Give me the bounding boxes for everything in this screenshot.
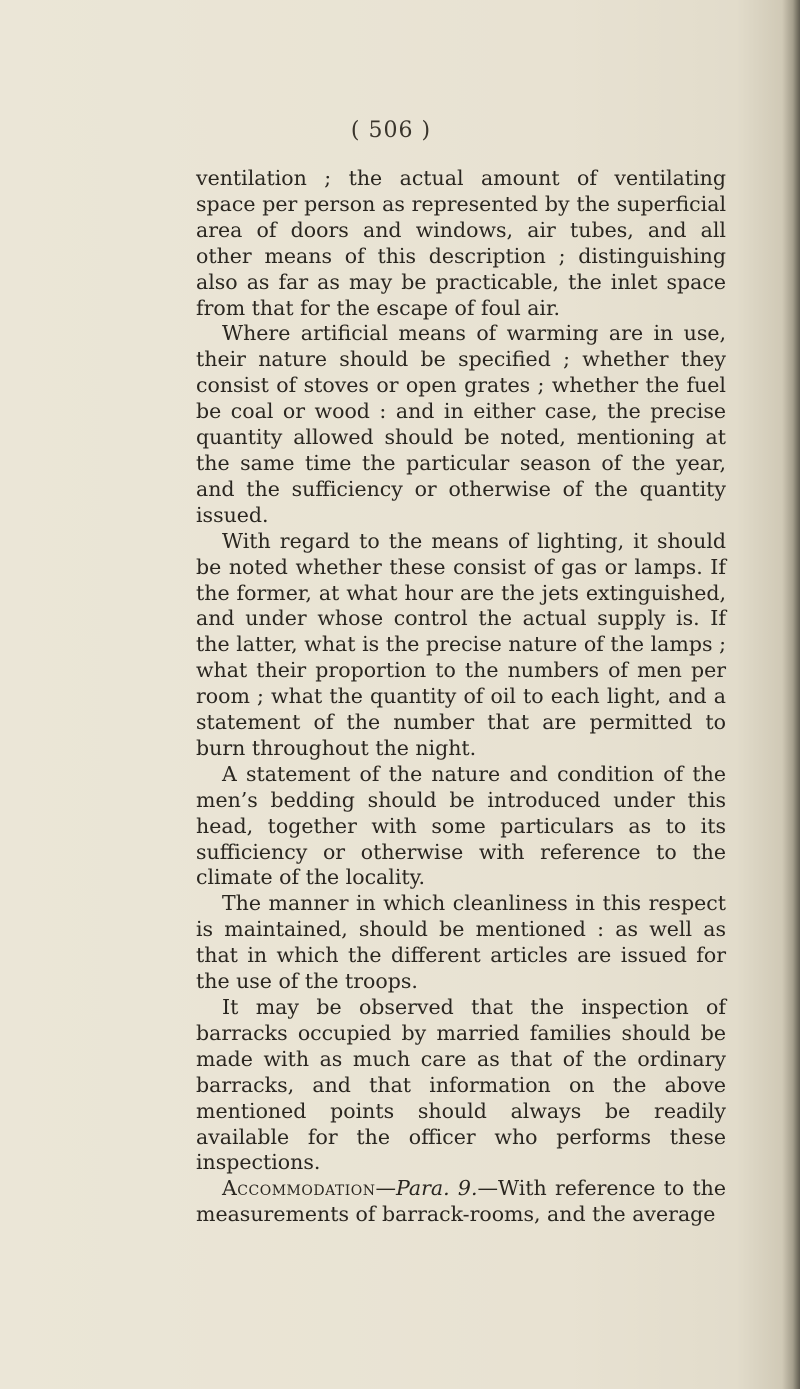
paragraph-cleanliness: The manner in which cleanliness in this respect is maintained, should be mentioned : as well as that in which the different articles are issued for the use of the troops. [196, 891, 726, 994]
page-edge-shadow [782, 0, 800, 1389]
paragraph-lighting: With regard to the means of lighting, it should be noted whether these consist of gas or lamps. If the former, at what hour are the jets extinguished, and under whose control the actual supply is. If the latter, what is the precise nature of the lamps ; what their proportion to the numbers of men per room ; what the quantity of oil to each light, and a statement of the number that are permitted to burn throughout the night. [196, 528, 726, 760]
paragraph-bedding: A statement of the nature and condition of the men’s bedding should be introduced under this head, together with some particulars as to its sufficiency or otherwise with reference to the climate of the locality. [196, 761, 726, 890]
para-reference: Para. 9. [396, 1176, 478, 1201]
body-text [196, 166, 726, 1228]
page-number: ( 506 ) [350, 118, 432, 143]
paragraph-married-families: It may be observed that the inspection of barracks occupied by married families should be made with as much care as that of the ordinary barracks, and that information on the above mentioned points should always be readily available for the officer who performs these inspections. [196, 995, 726, 1175]
paragraph-accommodation [196, 1176, 726, 1228]
heading-dash: — [375, 1176, 397, 1201]
paragraph-ventilation: ventilation ; the actual amount of ventilating space per person as represented by the superficial area of doors and windows, air tubes, and all other means of this description ; distinguishing also as far as may be practicable, the inlet space from that for the escape of foul air. [196, 166, 726, 320]
paragraph-warming: Where artificial means of warming are in use, their nature should be specified ; whether they consist of stoves or open grates ; whether the fuel be coal or wood : and in either case, the precise quantity allowed should be noted, mentioning at the same time the particular season of the year, and the sufficiency or otherwise of the quantity issued. [196, 321, 726, 527]
section-heading: Accommodation [222, 1176, 376, 1201]
accommodation-text: —With reference to the measurements of barrack-rooms, and the average [196, 1176, 726, 1227]
